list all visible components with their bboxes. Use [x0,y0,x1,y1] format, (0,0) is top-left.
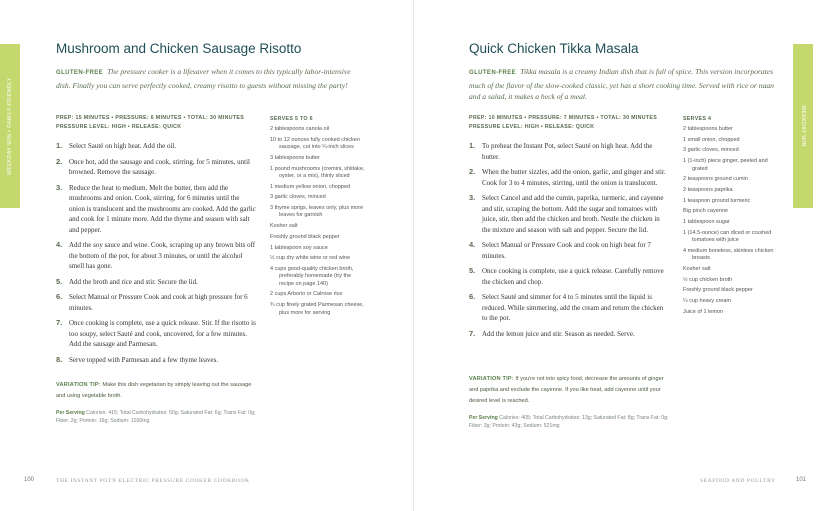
ingredient-item: 3 thyme sprigs, leaves only, plus more leaves for garnish [270,205,364,219]
ingredient-item: 1 teaspoon ground turmeric [683,197,751,204]
step-number: 4. [56,240,63,249]
page-number: 101 [796,477,807,483]
per-serving-label: Per Serving [56,410,85,416]
ingredient-item: 2 cups Arborio or Calrose rice [270,291,343,298]
running-footer: SEAFOOD AND POULTRY [700,478,776,484]
step-item [56,277,256,288]
ingredient-item: 3 garlic cloves, minced [683,147,739,154]
step-text: Once cooking is complete, use a quick release. Stir. If the risotto is too soupy, select Sauté and cook, uncovered, for a few minutes. Add the sausage and Parmesan. [69,319,256,348]
step-text: Once hot, add the sausage and cook, stirring, for 5 minutes, until browned. Remove the sausage. [69,157,250,176]
step-number: 1. [56,141,63,150]
variation-label: VARIATION TIP: [56,382,101,388]
step-number: 7. [56,318,63,327]
step-number: 7. [469,328,476,338]
ingredient-item: ¾ cup finely grated Parmesan cheese, plus more for serving [270,302,364,316]
ingredient-item: 1 pound mushrooms (cremini, shiitake, oyster, or a mix), thinly sliced [270,165,365,179]
step-item [469,292,669,324]
per-serving [56,409,256,425]
step-item [56,355,256,366]
step-number: 6. [469,292,476,301]
step-item [469,240,669,261]
step-text: Add the soy sauce and wine. Cook, scraping up any brown bits off the bottom of the pot, for about 3 minutes, or until the alcohol smell has gone. [69,241,256,270]
ingredient-item: Freshly ground black pepper [270,233,340,240]
variation-label: VARIATION TIP: [469,376,514,382]
steps-list [56,141,256,370]
step-text: Select Cancel and add the cumin, paprika, turmeric, and cayenne and stir, scraping the bottom. Add the sugar and tomatoes with juice, stir, then add the chicken and broth. Nestle the chicken in the mixture and season with salt and pepper. Secure the lid. [482,194,664,234]
ingredient-item: Big pinch cayenne [683,208,728,215]
step-text: Add the broth and rice and stir. Secure the lid. [69,277,198,286]
step-number: 5. [56,276,63,286]
ingredient-item: ½ cup dry white wine or red wine [270,255,351,262]
step-number: 2. [56,156,63,166]
intro-text: Tikka masala is a creamy Indian dish that is full of spice. This version incorporates much of the flavor of the slow-cooked classic, yet has a short cooking time. Served with rice or naan and a salad, it makes a heck of a meal. [469,67,774,101]
step-item [469,193,669,235]
recipe-intro [56,66,366,91]
ingredients-list [270,126,366,320]
step-text: When the butter sizzles, add the onion, garlic, and ginger and stir. Cook for 3 to 4 minutes, stirring, until the onion is translucent. [482,168,666,187]
ingredient-item: 1 tablespoon soy sauce [270,244,328,251]
ingredient-item: 2 teaspoons ground cumin [683,176,748,183]
step-text: To preheat the Instant Pot, select Sauté on high heat. Add the butter. [482,142,653,161]
meta-times: PREP: 10 MINUTES • PRESSURE: 7 MINUTES • TOTAL: 30 MINUTES [469,115,658,121]
variation-tip [56,380,256,402]
ingredient-item: Juice of 1 lemon [683,308,724,315]
step-number: 2. [469,167,476,176]
step-item [469,329,669,340]
side-tab-label: WEEKDAY WIN • FAMILY-FRIENDLY [7,77,13,175]
per-serving-label: Per Serving [469,415,498,421]
step-item [469,141,669,162]
meta-times: PREP: 15 MINUTES • PRESSURE: 6 MINUTES • TOTAL: 30 MINUTES [56,115,245,121]
recipe-meta [469,114,679,132]
gluten-free-label: GLUTEN-FREE [469,70,517,76]
ingredient-item: Kosher salt [683,265,711,272]
step-number: 6. [56,292,63,301]
per-serving [469,414,669,430]
ingredient-item: 3 tablespoons butter [270,154,320,161]
variation-tip [469,374,669,407]
steps-list [469,141,669,344]
step-item [469,167,669,188]
step-number: 8. [56,354,63,364]
intro-text: The pressure cooker is a lifesaver when it comes to this typically labor-intensive dish. Finally you can serve perfectly cooked, creamy risotto to guests without missing the party! [56,67,351,90]
ingredient-item: Freshly ground black pepper [683,287,753,294]
step-item [56,183,256,236]
running-footer: THE INSTANT POT® ELECTRIC PRESSURE COOKER COOKBOOK [56,478,250,484]
per-serving-text: Calories: 405; Total Carbohydrates: 13g; Saturated Fat: 8g; Trans Fat: 0g; Fiber: 3g; Protein: 43g; Sodium: 521mg [469,415,669,429]
ingredient-item: 1 tablespoon sugar [683,219,730,226]
step-number: 5. [469,266,476,275]
ingredient-item: 3 garlic cloves, minced [270,194,326,201]
serves-label: SERVES 5 TO 6 [270,116,313,122]
side-tab-left [0,44,20,208]
step-item [56,292,256,313]
step-text: Select Manual or Pressure Cook and cook at high pressure for 6 minutes. [69,293,248,312]
ingredient-item: 10 to 12 ounces fully cooked chicken sausage, cut into ¼-inch slices [270,136,360,151]
step-text: Select Manual or Pressure Cook and cook on high heat for 7 minutes. [482,241,651,260]
variation-text: If you're not into spicy food, decrease the amounts of ginger and paprika and exclude the cayenne. If you like heat, add cayenne until your desired level is reached. [469,376,664,404]
ingredient-item: 2 tablespoons butter [683,126,733,132]
ingredient-item: 2 teaspoons paprika [683,186,733,193]
step-item [56,141,256,152]
book-gutter [413,0,414,511]
ingredient-item: 4 cups good-quality chicken broth, preferably homemade (try the recipe on page 140) [270,265,354,287]
step-text: Select Sauté and simmer for 4 to 5 minutes until the liquid is reduced. While simmering, add the cream and return the chicken to the pot. [482,293,664,322]
step-item [56,318,256,350]
ingredient-item: 1 medium yellow onion, chopped [270,183,351,190]
step-text: Once cooking is complete, use a quick release. Carefully remove the chicken and chop. [482,267,664,286]
ingredient-item: ¼ cup heavy cream [683,298,731,305]
serves-label: SERVES 4 [683,116,712,122]
recipe-meta [56,114,266,132]
meta-pressure: PRESSURE LEVEL: HIGH • RELEASE: QUICK [469,124,595,130]
step-item [56,240,256,272]
step-text: Reduce the heat to medium. Melt the butter, then add the mushrooms and onion. Cook, stirring, for 6 minutes until the onion is translucent and the mushrooms are cooked. Add the garlic and cook for 1 minute more. Add the thyme and season with salt and pepper. [69,183,256,234]
step-number: 3. [469,193,476,202]
recipe-title: Mushroom and Chicken Sausage Risotto [56,41,302,56]
side-tab-right [793,44,813,208]
recipe-title: Quick Chicken Tikka Masala [469,41,639,56]
ingredient-item: ½ cup chicken broth [683,276,733,283]
ingredient-item: Kosher salt [270,223,298,230]
gluten-free-label: GLUTEN-FREE [56,70,104,76]
meta-pressure: PRESSURE LEVEL: HIGH • RELEASE: QUICK [56,124,182,130]
ingredient-item: 1 (1-inch) piece ginger, peeled and grated [683,158,768,172]
step-item [56,157,256,178]
ingredients-list [683,126,779,319]
step-text: Select Sauté on high heat. Add the oil. [69,142,177,150]
step-text: Add the lemon juice and stir. Season as needed. Serve. [482,329,635,338]
ingredient-item: 1 small onion, chopped [683,136,740,143]
ingredient-item: 1 (14.5-ounce) can diced or crushed tomatoes with juice [683,229,772,244]
step-number: 4. [469,240,476,249]
step-item [469,266,669,287]
step-number: 1. [469,141,476,150]
side-tab-label: WEEKDAY WIN [800,105,806,147]
step-text: Serve topped with Parmesan and a few thyme leaves. [69,355,219,364]
step-number: 3. [56,182,63,192]
page-number: 100 [24,477,35,483]
per-serving-text: Calories: 415; Total Carbohydrates: 50g; Saturated Fat: 6g; Trans Fat: 0g; Fiber: 2g; Protein: 16g; Sodium: 1030mg [56,410,256,424]
recipe-intro [469,66,779,103]
ingredient-item: 2 tablespoons canola oil [270,126,330,132]
variation-text: Make this dish vegetarian by simply leaving out the sausage and using vegetable broth. [56,382,252,399]
ingredient-item: 4 medium boneless, skinless chicken breasts [683,247,774,262]
